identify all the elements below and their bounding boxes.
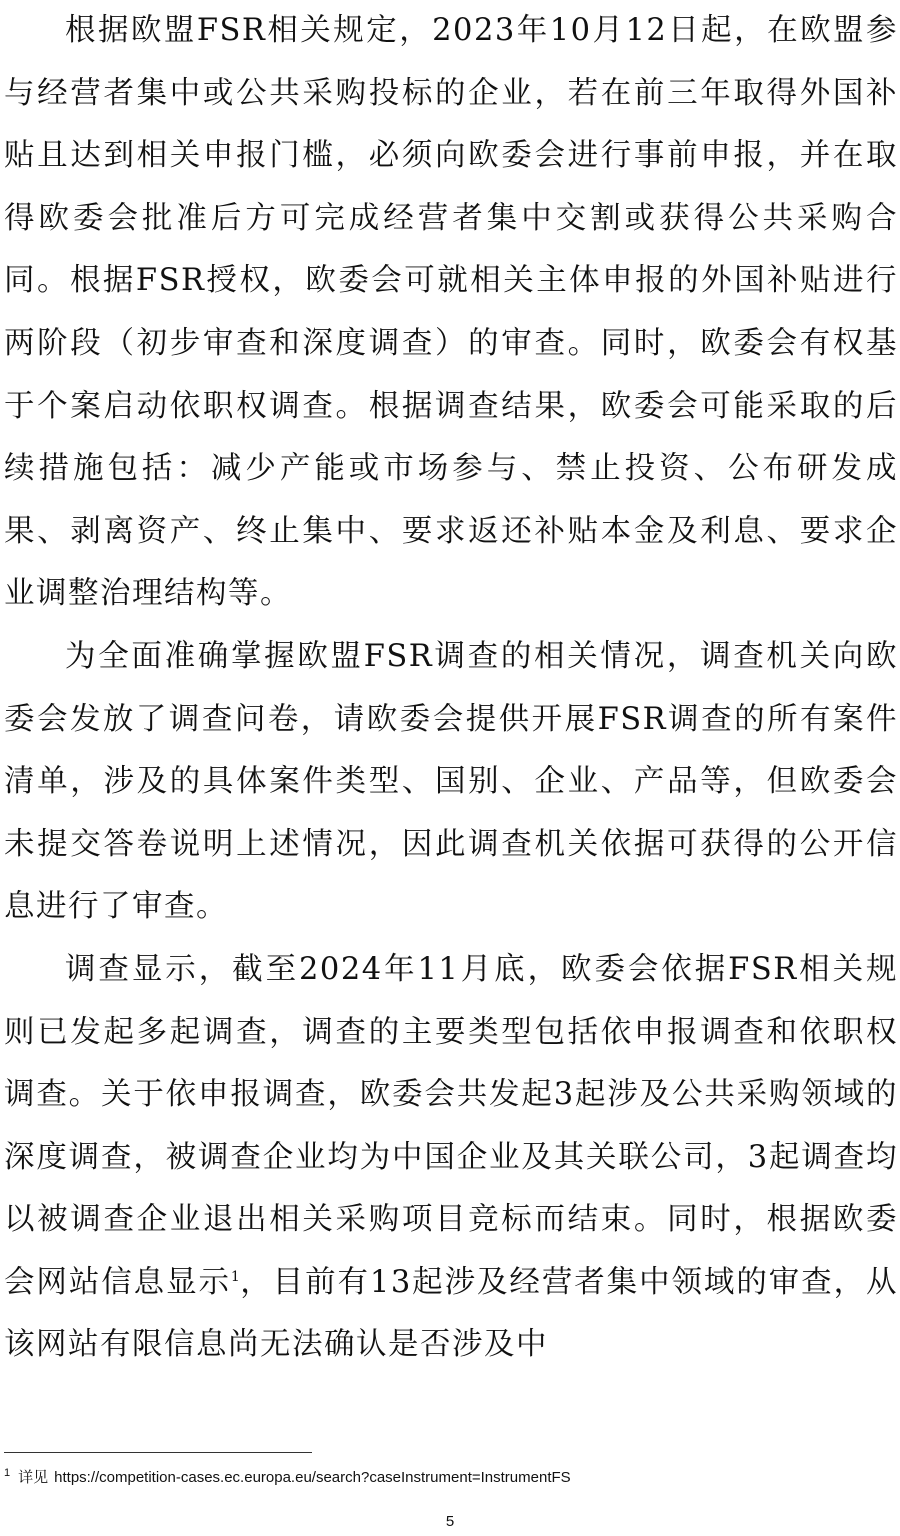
footnote-prefix: 详见 — [18, 1469, 49, 1486]
paragraph-text-after-ref: ，目前有13起涉及经营者集中领域的审查，从该网站有限信息尚无法确认是否涉及中 — [4, 1264, 898, 1363]
footnote-reference[interactable]: 1 — [230, 1268, 240, 1285]
footnote-url-link[interactable]: https://competition-cases.ec.europa.eu/search?caseInstrument=InstrumentFS — [54, 1469, 571, 1486]
paragraph-questionnaire: 为全面准确掌握欧盟FSR调查的相关情况，调查机关向欧委会发放了调查问卷，请欧委会提供开展FSR调查的所有案件清单，涉及的具体案件类型、国别、企业、产品等，但欧委会未提交答卷说明上述情况，因此调查机关依据可获得的公开信息进行了审查。 — [4, 638, 898, 925]
page-number: 5 — [445, 1513, 455, 1530]
footnote-mark: 1 — [4, 1467, 11, 1479]
footnote — [4, 1466, 884, 1490]
body-text — [4, 0, 898, 1377]
paragraph-investigation-findings — [4, 939, 898, 1377]
paragraph-text-before-ref: 调查显示，截至2024年11月底，欧委会依据FSR相关规则已发起多起调查，调查的主要类型包括依申报调查和依职权调查。关于依申报调查，欧委会共发起3起涉及公共采购领域的深度调查，被调查企业均为中国企业及其关联公司，3起调查均以被调查企业退出相关采购项目竞标而结束。同时，根据欧委会网站信息显示 — [4, 951, 898, 1300]
footnote-divider — [4, 1452, 312, 1453]
paragraph-fsr-rules: 根据欧盟FSR相关规定，2023年10月12日起，在欧盟参与经营者集中或公共采购投标的企业，若在前三年取得外国补贴且达到相关申报门槛，必须向欧委会进行事前申报，并在取得欧委会批准后方可完成经营者集中交割或获得公共采购合同。根据FSR授权，欧委会可就相关主体申报的外国补贴进行两阶段（初步审查和深度调查）的审查。同时，欧委会有权基于个案启动依职权调查。根据调查结果，欧委会可能采取的后续措施包括：减少产能或市场参与、禁止投资、公布研发成果、剥离资产、终止集中、要求返还补贴本金及利息、要求企业调整治理结构等。 — [4, 13, 898, 612]
